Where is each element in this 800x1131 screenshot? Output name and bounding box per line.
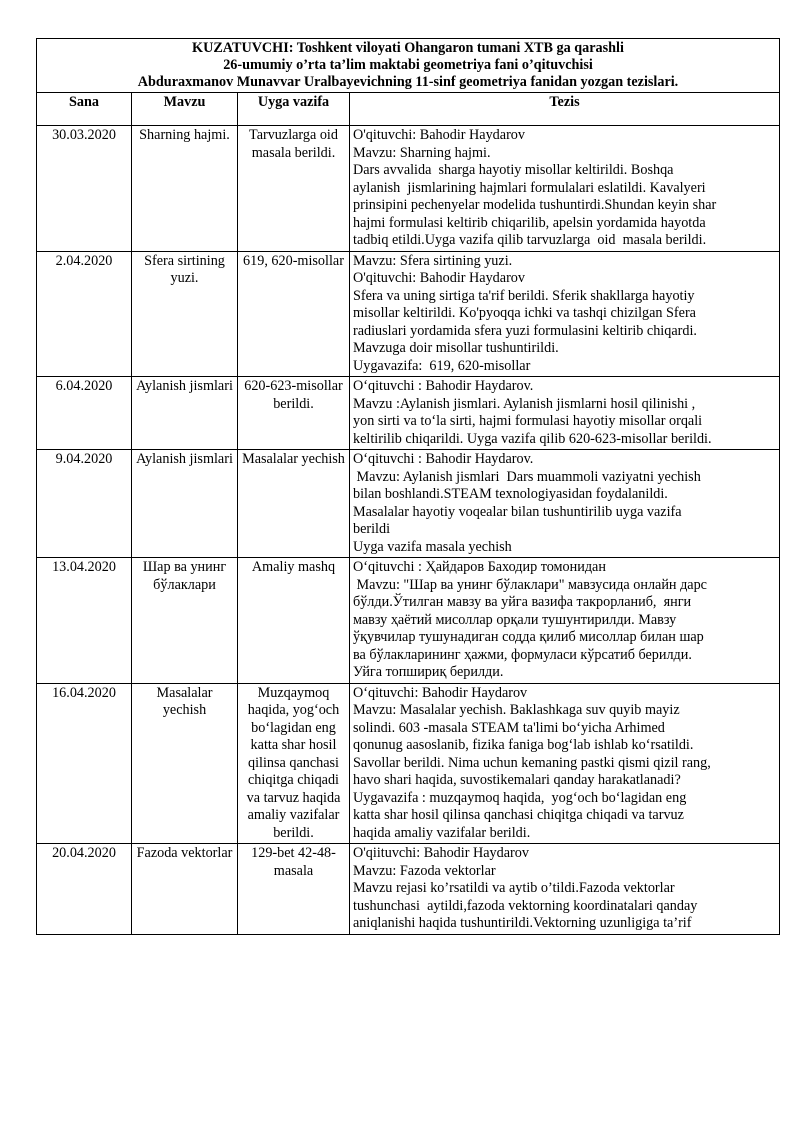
tezis-line: Uyga vazifa masala yechish: [353, 538, 512, 555]
row-topic: Aylanish jismlari: [132, 377, 238, 450]
row-homework: 620-623-misollar berildi.: [238, 377, 350, 450]
row-homework: 619, 620-misollar: [238, 251, 350, 377]
tezis-line: ўқувчилар тушунадиган содда қилиб мисоллар билан шар: [353, 629, 704, 645]
row-homework: Tarvuzlarga oid masala berildi.: [238, 126, 350, 252]
tezis-line: radiuslari yordamida sfera yuzi formulasini keltirib chiqardi.: [353, 322, 697, 339]
row-homework: 129-bet 42-48-masala: [238, 844, 350, 935]
table-row: [37, 377, 780, 450]
tezis-line: Уйга топшириқ берилди.: [353, 664, 504, 680]
column-header-uyga-vazifa: Uyga vazifa: [238, 93, 350, 126]
tezis-line: Mavzuga doir misollar tushuntirildi.: [353, 340, 559, 356]
tezis-line: мавзу ҳаётий мисоллар орқали тушунтирилди. Мавзу: [353, 611, 677, 628]
tezis-line: aniqlanishi haqida tushuntirildi.Vektorning uzunligiga ta’rif: [353, 915, 692, 931]
tezis-line: tadbiq etildi.Uyga vazifa qilib tarvuzlarga oid masala berildi.: [353, 232, 707, 248]
tezis-line: Mavzu: Fazoda vektorlar: [353, 862, 496, 879]
row-topic: Fazoda vektorlar: [132, 844, 238, 935]
tezis-line: Uygavazifa: 619, 620-misollar: [353, 357, 531, 374]
document-header: [37, 39, 780, 93]
row-date: 6.04.2020: [37, 377, 132, 450]
tezis-line: misollar keltirildi. Ko'pyoqqa ichki va tashqi chizilgan Sfera: [353, 305, 696, 321]
row-homework: Masalalar yechish: [238, 450, 350, 558]
row-tezis: [350, 126, 780, 252]
row-tezis: [350, 377, 780, 450]
tezis-line: ва бўлакларининг ҳажми, формуласи кўрсатиб берилди.: [353, 646, 692, 663]
header-line-2: 26-umumiy o’rta ta’lim maktabi geometriya fani o’qituvchisi: [223, 57, 593, 73]
tezis-line: Mavzu rejasi ko’rsatildi va aytib o’tildi.Fazoda vektorlar: [353, 880, 675, 896]
table-row: [37, 450, 780, 558]
column-header-sana: Sana: [37, 93, 132, 126]
tezis-line: havo shari haqida, suvostikemalari qanday harakatlanadi?: [353, 772, 681, 788]
row-date: 30.03.2020: [37, 126, 132, 252]
table-row: [37, 251, 780, 377]
row-date: 20.04.2020: [37, 844, 132, 935]
tezis-line: prinsipini pechenyelar modelida tushuntirdi.Shundan keyin shar: [353, 197, 717, 213]
row-tezis: [350, 558, 780, 684]
row-tezis: [350, 844, 780, 935]
column-header-mavzu: Mavzu: [132, 93, 238, 126]
tezis-line: bilan boshlandi.STEAM texnologiyasidan foydalanildi.: [353, 486, 668, 502]
row-homework: Muzqaymoq haqida, yog‘och bo‘lagidan eng katta shar hosil qilinsa qanchasi chiqitga chiqadi va tarvuz haqida amaliy vazifalar berildi.: [238, 683, 350, 844]
tezis-line: Mavzu: Masalalar yechish. Baklashkaga suv quyib mayiz: [353, 702, 680, 718]
tezis-line: Mavzu :Aylanish jismlari. Aylanish jismlarni hosil qilinishi ,: [353, 395, 696, 412]
tezis-line: yon sirti va to‘la sirti, hajmi formulasi hayotiy misollar orqali: [353, 413, 703, 429]
table-row: [37, 558, 780, 684]
row-topic: Aylanish jismlari: [132, 450, 238, 558]
row-topic: Masalalar yechish: [132, 683, 238, 844]
row-date: 13.04.2020: [37, 558, 132, 684]
tezis-line: Mavzu: "Шар ва унинг бўлаклари" мавзусида онлайн дарс: [353, 576, 707, 593]
tezis-line: O‘qituvchi : Ҳайдаров Баходир томонидан: [353, 559, 606, 575]
tezis-line: Sfera va uning sirtiga ta'rif berildi. Sferik shakllarga hayotiy: [353, 287, 695, 304]
tezis-line: O‘qituvchi: Bahodir Haydarov: [353, 684, 528, 701]
tezis-line: Dars avvalida sharga hayotiy misollar keltirildi. Boshqa: [353, 162, 674, 178]
row-topic: Sfera sirtining yuzi.: [132, 251, 238, 377]
tezis-line: бўлди.Ўтилган мавзу ва уйга вазифа такрорланиб, янги: [353, 594, 692, 610]
row-date: 2.04.2020: [37, 251, 132, 377]
row-tezis: [350, 683, 780, 844]
row-date: 9.04.2020: [37, 450, 132, 558]
row-topic: Шар ва унинг бўлаклари: [132, 558, 238, 684]
row-tezis: [350, 251, 780, 377]
tezis-line: O‘qituvchi : Bahodir Haydarov.: [353, 378, 534, 394]
tezis-line: O‘qituvchi : Bahodir Haydarov.: [353, 451, 534, 467]
tezis-line: hajmi formulasi keltirib chiqarilib, apelsin yordamida hayotda: [353, 214, 706, 231]
tezis-line: Mavzu: Aylanish jismlari Dars muammoli vaziyatni yechish: [353, 468, 701, 485]
tezis-line: Mavzu: Sharning hajmi.: [353, 144, 491, 161]
tezis-line: Masalalar hayotiy voqealar bilan tushuntirilib uyga vazifa: [353, 503, 682, 520]
column-header-tezis: Tezis: [350, 93, 780, 126]
table-row: [37, 844, 780, 935]
tezis-line: Savollar berildi. Nima uchun kemaning pastki qismi qizil rang,: [353, 754, 711, 771]
tezis-line: aylanish jismlarining hajmlari formulalari eslatildi. Kavalyeri: [353, 179, 706, 196]
table-row: [37, 126, 780, 252]
tezis-line: haqida amaliy vazifalar berildi.: [353, 824, 531, 841]
tezis-line: O'qituvchi: Bahodir Haydarov: [353, 127, 525, 143]
header-line-3: Abduraxmanov Munavvar Uralbayevichning 11-sinf geometriya fanidan yozgan tezislari.: [137, 74, 679, 90]
tezis-line: keltirilib chiqarildi. Uyga vazifa qilib 620-623-misollar berildi.: [353, 430, 712, 447]
tezis-line: Uygavazifa : muzqaymoq haqida, yog‘och bo‘lagidan eng: [353, 789, 687, 806]
tezis-line: O'qiituvchi: Bahodir Haydarov: [353, 845, 529, 861]
tezis-line: O'qituvchi: Bahodir Haydarov: [353, 270, 525, 286]
tezis-line: berildi: [353, 521, 391, 537]
row-topic: Sharning hajmi.: [132, 126, 238, 252]
row-date: 16.04.2020: [37, 683, 132, 844]
lesson-log-table: [36, 38, 780, 935]
table-row: [37, 683, 780, 844]
header-line-1: KUZATUVCHI: Toshkent viloyati Ohangaron tumani XTB ga qarashli: [192, 40, 624, 56]
tezis-line: tushunchasi aytildi,fazoda vektorning koordinatalari qanday: [353, 897, 698, 914]
tezis-line: solindi. 603 -masala STEAM ta'limi bo‘yicha Arhimed: [353, 719, 665, 736]
tezis-line: qonunug aasoslanib, fizika faniga bog‘lab ishlab ko‘rsatildi.: [353, 737, 694, 753]
row-tezis: [350, 450, 780, 558]
tezis-line: Mavzu: Sfera sirtining yuzi.: [353, 252, 513, 269]
row-homework: Amaliy mashq: [238, 558, 350, 684]
tezis-line: katta shar hosil qilinsa qanchasi chiqitga chiqadi va tarvuz: [353, 807, 684, 823]
